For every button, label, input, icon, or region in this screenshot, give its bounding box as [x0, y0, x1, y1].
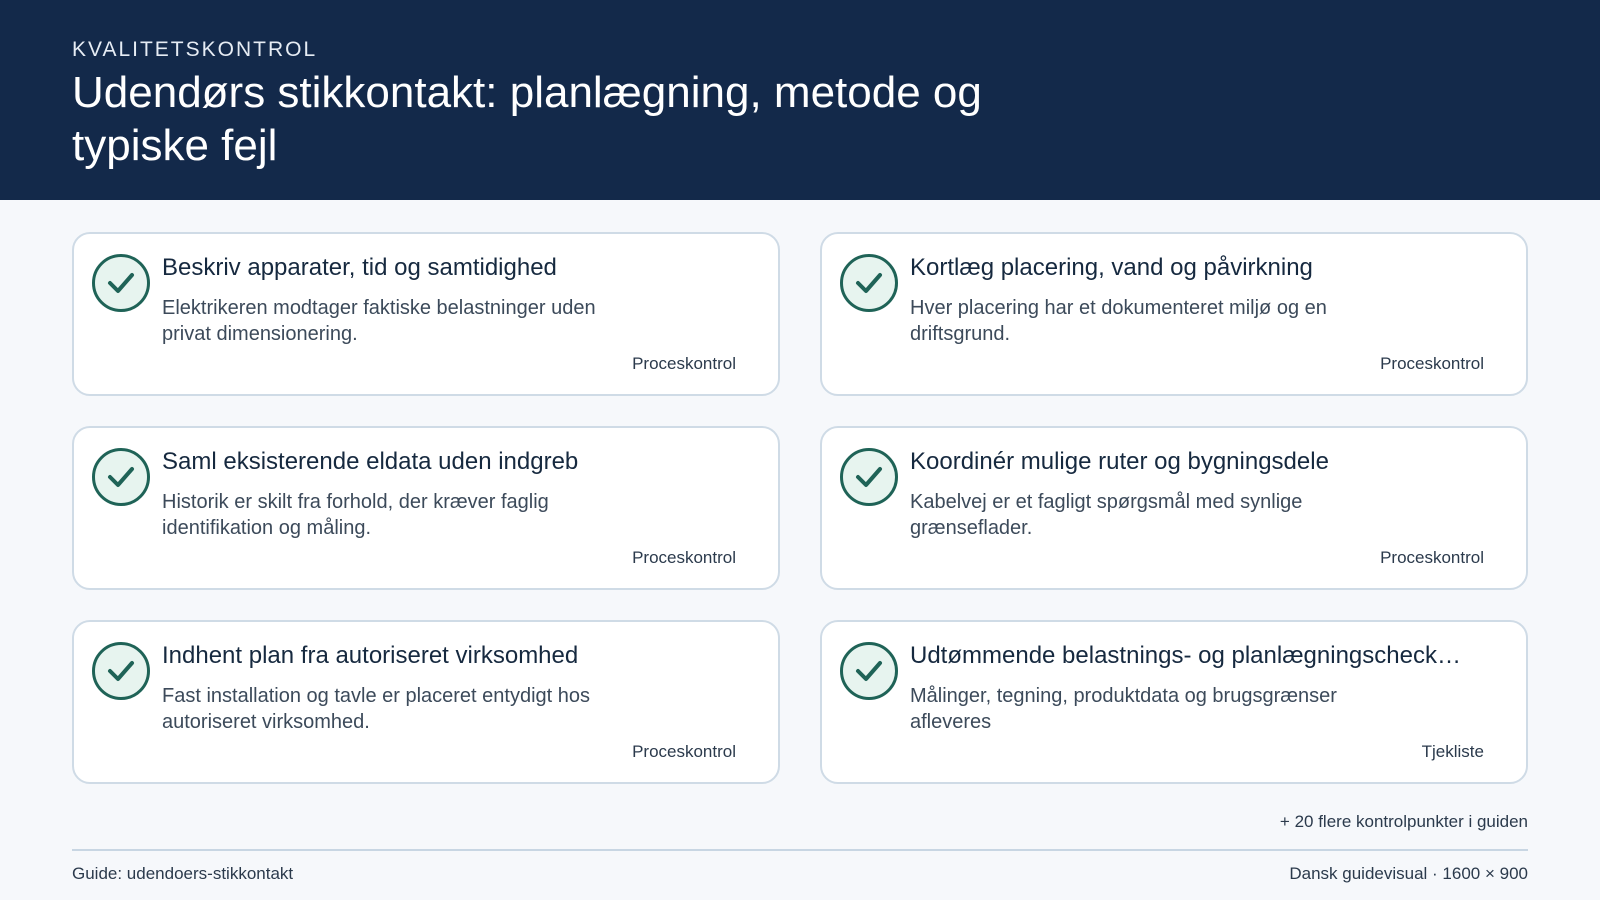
- card-title: Koordinér mulige ruter og bygningsdele: [910, 448, 1329, 475]
- card-description: Kabelvej er et fagligt spørgsmål med synlige grænseflader.: [910, 491, 1303, 539]
- card-tag: Proceskontrol: [1380, 548, 1484, 567]
- check-circle-icon: [92, 448, 150, 506]
- card-title: Indhent plan fra autoriseret virksomhed: [162, 642, 579, 669]
- card-title: Udtømmende belastnings- og planlægningscheck…: [910, 642, 1461, 669]
- check-circle-icon: [840, 254, 898, 312]
- card-title: Beskriv apparater, tid og samtidighed: [162, 254, 557, 281]
- footer-format-label: Dansk guidevisual · 1600 × 900: [1289, 864, 1528, 883]
- card-description: Historik er skilt fra forhold, der kræver faglig identifikation og måling.: [162, 491, 549, 539]
- footer-guide-label: Guide: udendoers-stikkontakt: [72, 864, 294, 883]
- checklist-card: [820, 620, 1528, 784]
- card-tag: Proceskontrol: [632, 742, 736, 761]
- checklist-card: [820, 232, 1528, 396]
- card-tag: Tjekliste: [1421, 742, 1484, 761]
- checklist-card: [72, 426, 780, 590]
- card-description: Hver placering har et dokumenteret miljø og en driftsgrund.: [910, 297, 1327, 345]
- card-tag: Proceskontrol: [1380, 354, 1484, 373]
- card-tag: Proceskontrol: [632, 548, 736, 567]
- card-tag: Proceskontrol: [632, 354, 736, 373]
- check-circle-icon: [92, 254, 150, 312]
- checklist-card: [72, 232, 780, 396]
- card-description: Fast installation og tavle er placeret entydigt hos autoriseret virksomhed.: [162, 685, 591, 733]
- check-circle-icon: [92, 642, 150, 700]
- more-checkpoints-note: + 20 flere kontrolpunkter i guiden: [1279, 812, 1528, 831]
- card-description: Målinger, tegning, produktdata og brugsgrænser afleveres: [910, 685, 1337, 733]
- checklist-card: [72, 620, 780, 784]
- checklist-card: [820, 426, 1528, 590]
- check-circle-icon: [840, 642, 898, 700]
- card-title: Kortlæg placering, vand og påvirkning: [910, 254, 1313, 281]
- eyebrow-label: KVALITETSKONTROL: [72, 38, 318, 61]
- check-circle-icon: [840, 448, 898, 506]
- card-description: Elektrikeren modtager faktiske belastninger uden privat dimensionering.: [162, 297, 596, 345]
- footer-divider: [72, 849, 1528, 851]
- page-title: Udendørs stikkontakt: planlægning, metode og typiske fejl: [72, 68, 982, 170]
- card-title: Saml eksisterende eldata uden indgreb: [162, 448, 579, 475]
- header-banner: [0, 0, 1600, 200]
